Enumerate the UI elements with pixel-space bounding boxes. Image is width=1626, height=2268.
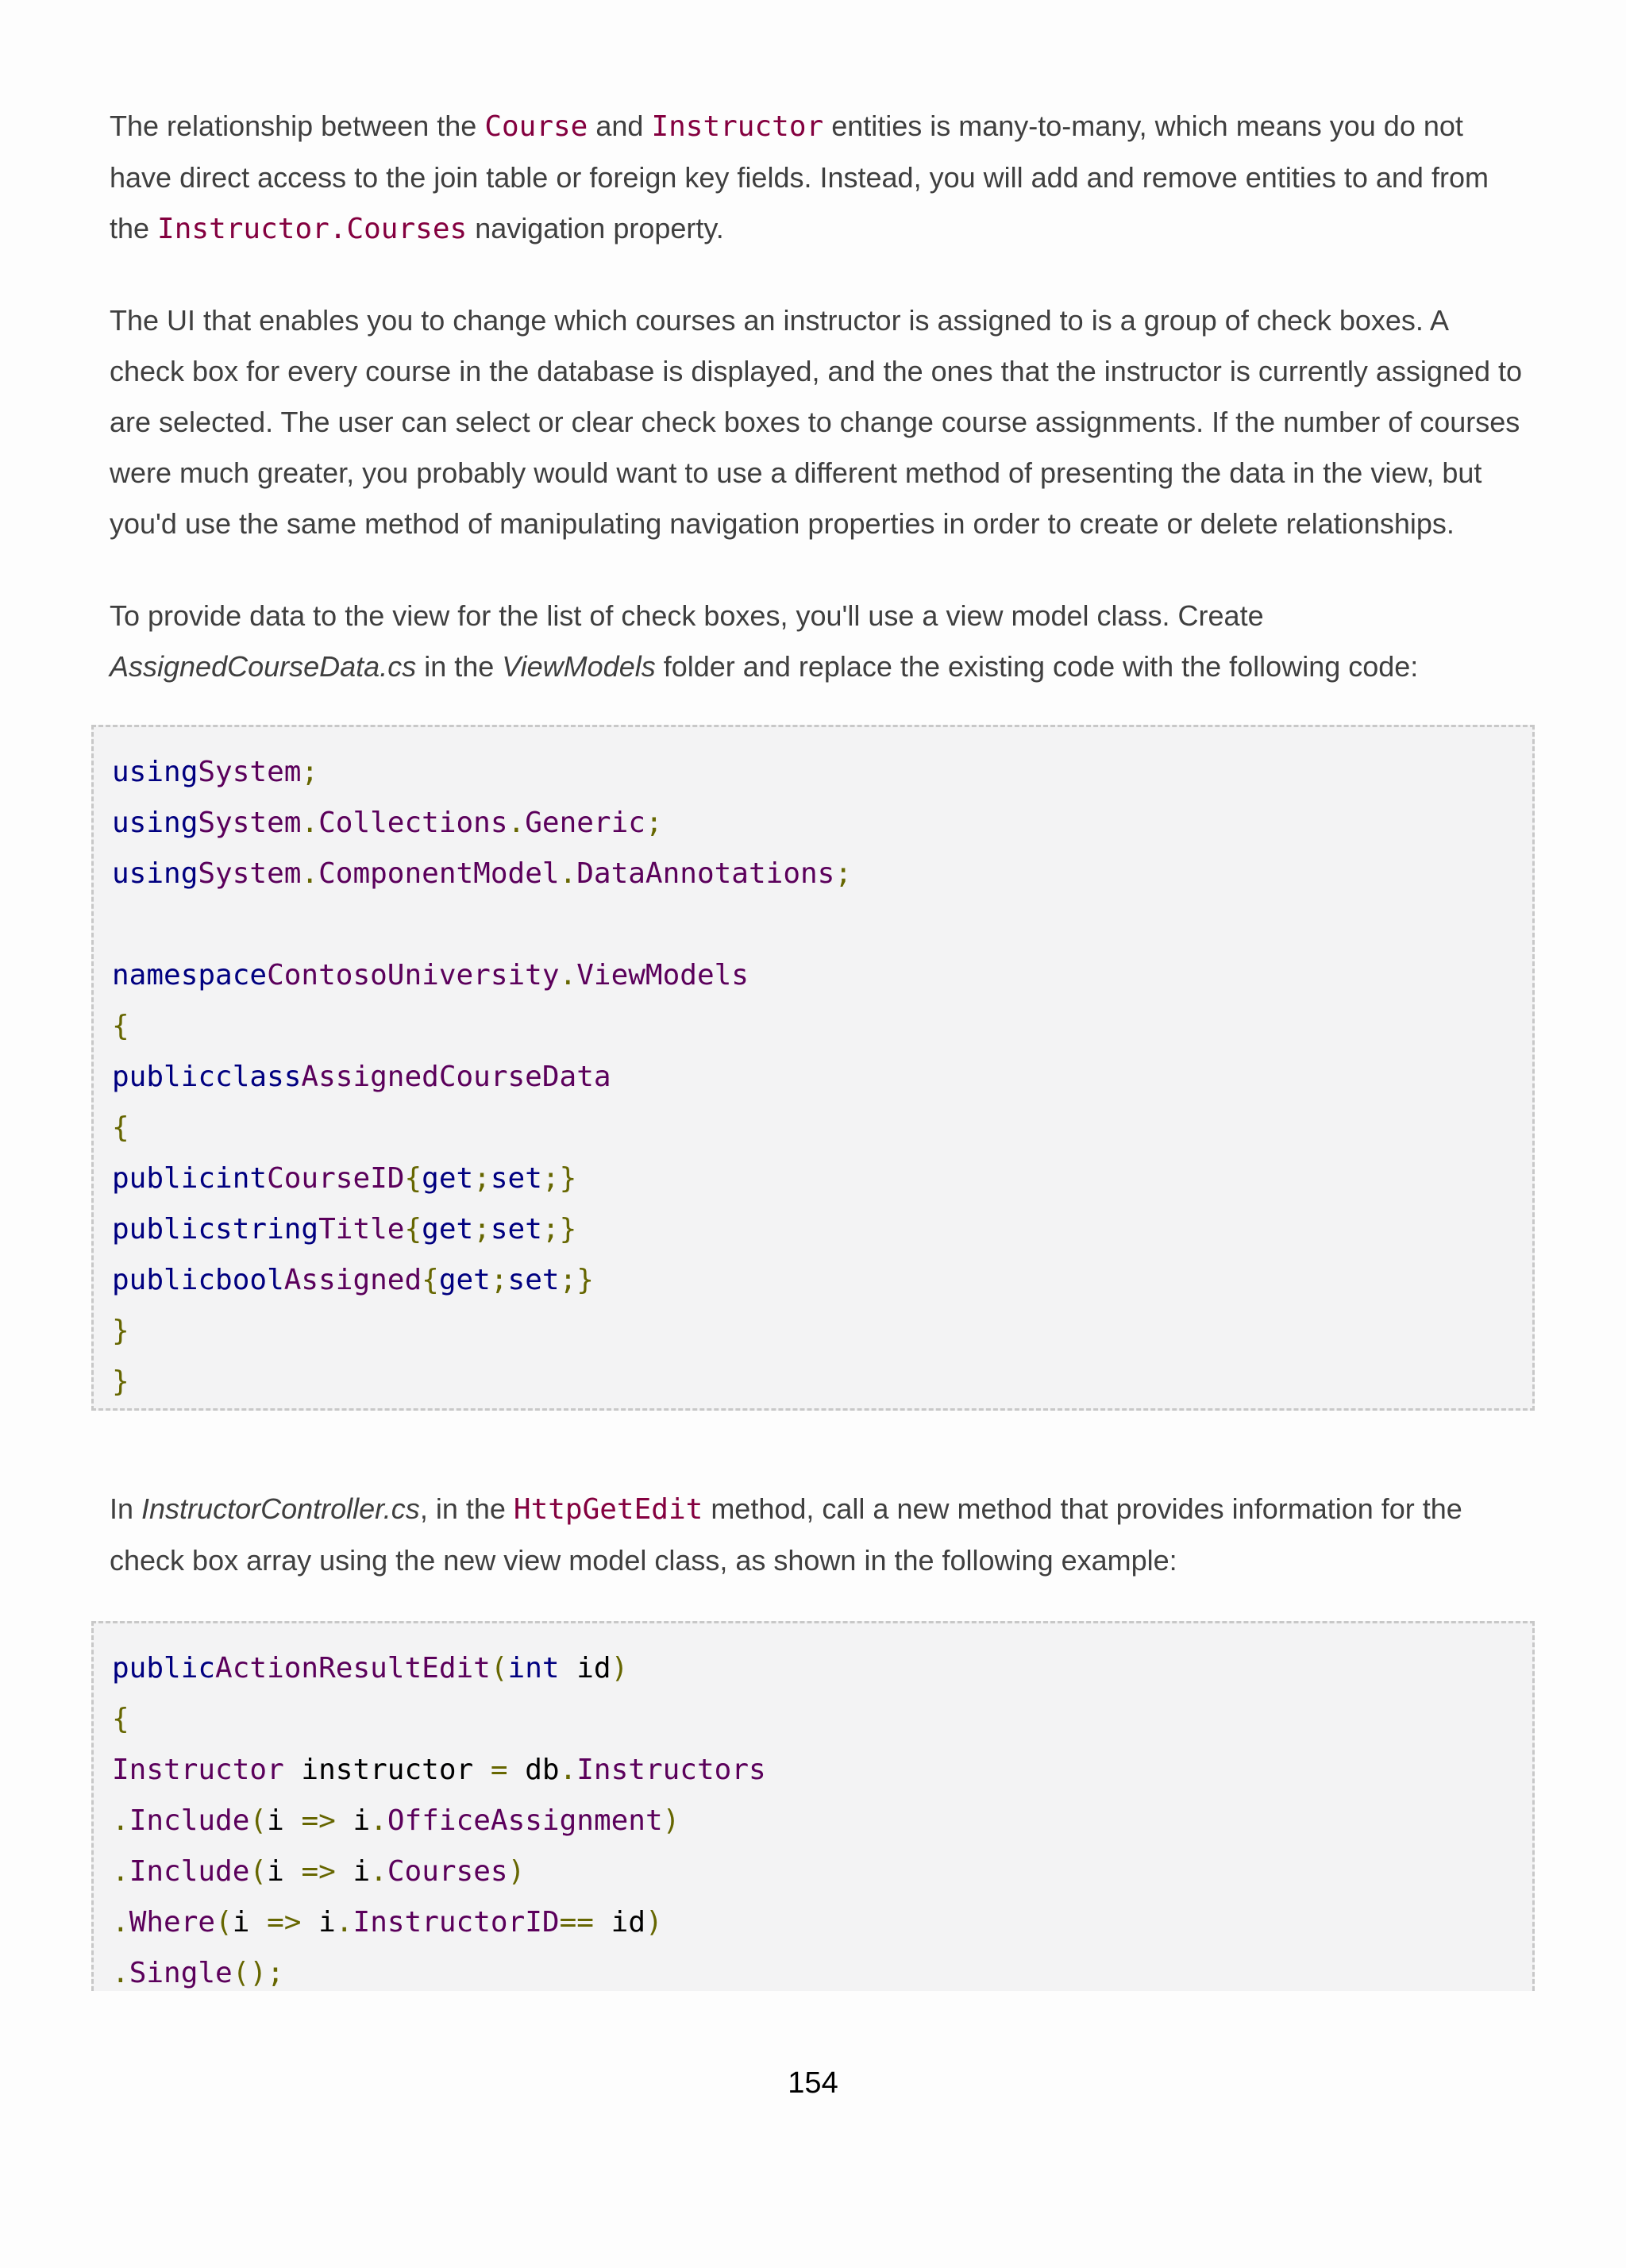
- filename-assignedcoursedata: AssignedCourseData.cs: [110, 650, 417, 683]
- code-block-assigned-course-data: [91, 725, 1535, 1411]
- code-token: public: [112, 1061, 216, 1093]
- code-token: }: [112, 1315, 129, 1347]
- code-token: .: [507, 807, 526, 839]
- code-line: [112, 950, 749, 1001]
- code-token: ;}: [559, 1264, 594, 1296]
- text: To provide data to the view for the list of check boxes, you'll use a view model class. Create: [110, 599, 1264, 632]
- code-token: class: [215, 1061, 302, 1093]
- code-token: Collections: [318, 807, 508, 839]
- code-token: .: [370, 1855, 387, 1888]
- code-token: .: [112, 1804, 129, 1837]
- code-line: [112, 1357, 129, 1407]
- code-line: [112, 1948, 284, 1999]
- code-token: (: [249, 1855, 268, 1888]
- code-line: [112, 1643, 628, 1694]
- code-token: ): [611, 1652, 629, 1685]
- code-line: [112, 798, 663, 849]
- code-token: ;}: [541, 1162, 577, 1195]
- code-token: ContosoUniversity: [267, 959, 560, 992]
- code-token: db: [507, 1754, 560, 1786]
- code-token: i: [335, 1804, 371, 1837]
- code-token: Edit: [422, 1652, 491, 1685]
- code-token: InstructorID: [353, 1906, 560, 1939]
- text: The relationship between the: [110, 110, 485, 142]
- code-token: bool: [215, 1264, 284, 1296]
- code-line: [112, 1745, 766, 1796]
- code-token: ();: [232, 1957, 284, 1989]
- code-token: string: [215, 1213, 319, 1246]
- code-token: .: [112, 1957, 129, 1989]
- code-token: public: [112, 1652, 216, 1685]
- code-token: Courses: [387, 1855, 508, 1888]
- code-token: .: [559, 1754, 577, 1786]
- code-token: int: [215, 1162, 268, 1195]
- code-token: ): [662, 1804, 680, 1837]
- code-token: using: [112, 807, 198, 839]
- code-token: id: [593, 1906, 645, 1939]
- code-token: ;}: [541, 1213, 577, 1246]
- code-token: ): [507, 1855, 526, 1888]
- text: In: [110, 1492, 142, 1525]
- code-token: ;: [301, 756, 319, 788]
- code-token: Generic: [525, 807, 645, 839]
- code-token: int: [507, 1652, 560, 1685]
- code-token: {: [422, 1264, 439, 1296]
- code-token: .: [370, 1804, 387, 1837]
- code-token: set: [507, 1264, 560, 1296]
- code-token: {: [404, 1213, 422, 1246]
- paragraph-relationship: [110, 101, 1523, 255]
- code-line: [112, 1255, 594, 1306]
- code-token: {: [112, 1703, 129, 1735]
- paragraph-instructor-controller: [110, 1484, 1523, 1586]
- code-token: DataAnnotations: [576, 857, 835, 890]
- paragraph-checkbox-ui: The UI that enables you to change which courses an instructor is assigned to is a group of check boxes. A check box for every course in the database is displayed, and the ones that the instructor is currently assigned to are selected. The user can select or clear check boxes to change course assignments. If the number of courses were much greater, you probably would want to use a different method of presenting the data in the view, but you'd use the same method of manipulating navigation properties in order to create or delete relationships.: [110, 304, 1522, 540]
- code-token: ;: [473, 1213, 491, 1246]
- code-token: public: [112, 1213, 216, 1246]
- code-token: ==: [559, 1906, 594, 1939]
- code-token: get: [422, 1162, 474, 1195]
- code-line: [112, 1052, 611, 1103]
- code-token: .: [335, 1906, 353, 1939]
- code-token: .: [112, 1906, 129, 1939]
- code-token: Instructors: [576, 1754, 766, 1786]
- text: method, call a new method that provides information for the check box array using the new view model class, as shown in the following example:: [110, 1492, 1462, 1577]
- code-token: ;: [645, 807, 663, 839]
- code-token: {: [112, 1111, 129, 1144]
- filename-instructorcontroller: InstructorController.cs: [141, 1492, 420, 1525]
- code-token: i: [301, 1906, 336, 1939]
- text: navigation property.: [467, 212, 724, 245]
- code-token: i: [267, 1855, 302, 1888]
- code-line: [112, 747, 318, 798]
- code-line: [112, 1204, 576, 1255]
- code-line: [112, 1153, 576, 1204]
- code-token: ;: [473, 1162, 491, 1195]
- code-token: AssignedCourseData: [301, 1061, 611, 1093]
- code-token: ComponentModel: [318, 857, 560, 890]
- code-token: ): [645, 1906, 663, 1939]
- code-token: {: [112, 1010, 129, 1042]
- code-token: get: [438, 1264, 491, 1296]
- code-token: .: [559, 857, 577, 890]
- code-token: using: [112, 756, 198, 788]
- code-line: [112, 1306, 129, 1357]
- text: , in the: [419, 1492, 514, 1525]
- code-token: ;: [490, 1264, 508, 1296]
- code-token: Assigned: [283, 1264, 422, 1296]
- inline-code-instructor: Instructor: [651, 110, 824, 143]
- code-token: Where: [129, 1906, 216, 1939]
- inline-code-httpgetedit: HttpGetEdit: [513, 1493, 703, 1526]
- text: and: [588, 110, 652, 142]
- inline-code-instructor-courses: Instructor.Courses: [157, 213, 468, 245]
- code-token: (: [490, 1652, 508, 1685]
- code-token: }: [112, 1365, 129, 1398]
- code-token: Include: [129, 1804, 250, 1837]
- code-token: i: [335, 1855, 371, 1888]
- code-block-edit-action: [91, 1621, 1535, 1991]
- code-token: .: [301, 807, 319, 839]
- code-token: Title: [318, 1213, 405, 1246]
- code-token: (: [249, 1804, 268, 1837]
- code-token: public: [112, 1162, 216, 1195]
- code-token: =>: [267, 1906, 302, 1939]
- code-token: .: [301, 857, 319, 890]
- code-line: [112, 1694, 129, 1745]
- code-token: System: [198, 857, 302, 890]
- code-token: Single: [129, 1957, 233, 1989]
- folder-viewmodels: ViewModels: [502, 650, 656, 683]
- code-line: [112, 1897, 663, 1948]
- code-token: id: [559, 1652, 611, 1685]
- code-token: System: [198, 756, 302, 788]
- code-token: using: [112, 857, 198, 890]
- code-token: i: [267, 1804, 302, 1837]
- code-token: set: [490, 1213, 542, 1246]
- code-token: Instructor: [112, 1754, 284, 1786]
- inline-code-course: Course: [484, 110, 588, 143]
- code-token: namespace: [112, 959, 268, 992]
- code-line: [112, 1001, 129, 1052]
- code-token: ;: [834, 857, 853, 890]
- code-line: [112, 1796, 680, 1846]
- code-token: CourseID: [267, 1162, 405, 1195]
- code-token: set: [490, 1162, 542, 1195]
- code-token: =>: [301, 1804, 336, 1837]
- text: folder and replace the existing code with the following code:: [655, 650, 1419, 683]
- code-token: (: [215, 1906, 233, 1939]
- code-token: ActionResult: [215, 1652, 422, 1685]
- code-line: [112, 1846, 525, 1897]
- code-token: i: [232, 1906, 268, 1939]
- code-token: OfficeAssignment: [387, 1804, 663, 1837]
- code-token: =: [490, 1754, 508, 1786]
- text: in the: [416, 650, 503, 683]
- code-token: get: [422, 1213, 474, 1246]
- code-token: System: [198, 807, 302, 839]
- code-token: ViewModels: [576, 959, 749, 992]
- page-number: 154: [788, 2066, 838, 2100]
- text: entities is many-to-many, which means you do not have direct access to the join table or foreign key fields. Instead, you will add and remove entities to and from the: [110, 110, 1489, 245]
- code-token: .: [112, 1855, 129, 1888]
- code-line: [112, 1103, 129, 1153]
- code-token: =>: [301, 1855, 336, 1888]
- code-token: Include: [129, 1855, 250, 1888]
- code-line: [112, 849, 852, 899]
- code-token: instructor: [283, 1754, 491, 1786]
- code-token: .: [559, 959, 577, 992]
- paragraph-view-model: [110, 591, 1523, 692]
- code-token: public: [112, 1264, 216, 1296]
- code-token: {: [404, 1162, 422, 1195]
